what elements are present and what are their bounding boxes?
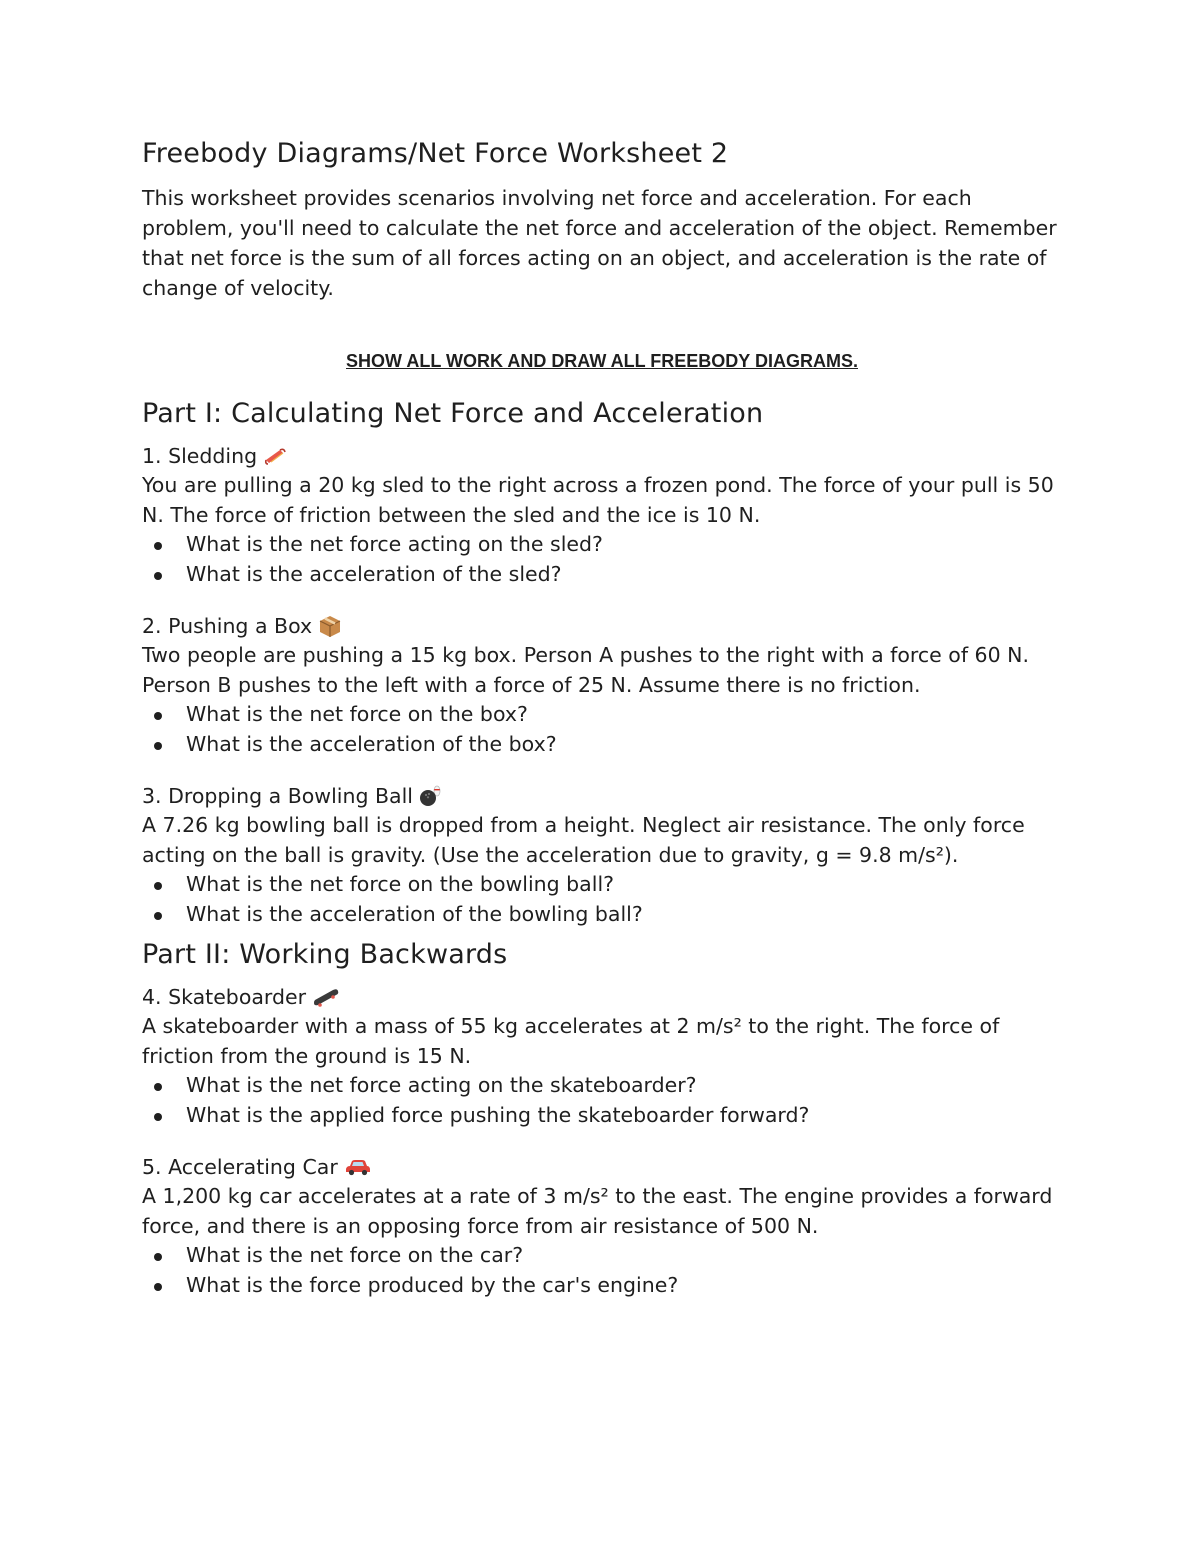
problem-title-text: 4. Skateboarder (142, 985, 307, 1009)
question-item: What is the acceleration of the bowling ball? (142, 900, 1062, 930)
problem-title-text: 5. Accelerating Car (142, 1155, 338, 1179)
question-list (142, 870, 1062, 929)
instruction-banner: SHOW ALL WORK AND DRAW ALL FREEBODY DIAGRAMS. (346, 351, 858, 371)
question-item: What is the applied force pushing the skateboarder forward? (142, 1101, 1062, 1131)
problem-title (142, 441, 1062, 471)
question-item: What is the net force acting on the sled? (142, 530, 1062, 560)
worksheet-page (142, 138, 1062, 1322)
question-list (142, 530, 1062, 589)
question-item: What is the acceleration of the sled? (142, 560, 1062, 590)
problem-description: Two people are pushing a 15 kg box. Person A pushes to the right with a force of 60 N. Person B pushes to the left with a force of 25 N. Assume there is no friction. (142, 643, 1030, 697)
problem-2 (142, 611, 1062, 759)
problem-title-text: 1. Sledding (142, 444, 258, 468)
problem-4 (142, 982, 1062, 1130)
problem-title (142, 982, 1062, 1012)
skateboard-icon (312, 987, 340, 1007)
problem-title (142, 781, 1062, 811)
question-item: What is the net force acting on the skateboarder? (142, 1071, 1062, 1101)
sled-icon (263, 445, 287, 467)
problem-1 (142, 441, 1062, 589)
problem-title-text: 3. Dropping a Bowling Ball (142, 784, 414, 808)
question-item: What is the acceleration of the box? (142, 730, 1062, 760)
problem-description: You are pulling a 20 kg sled to the right across a frozen pond. The force of your pull is 50 N. The force of friction between the sled and the ice is 10 N. (142, 473, 1054, 527)
problem-5 (142, 1152, 1062, 1300)
problem-description: A 1,200 kg car accelerates at a rate of 3 m/s² to the east. The engine provides a forward force, and there is an opposing force from air resistance of 500 N. (142, 1184, 1053, 1238)
problem-title (142, 611, 1062, 641)
problem-3 (142, 781, 1062, 929)
part-1-heading: Part I: Calculating Net Force and Acceleration (142, 398, 764, 429)
part-2-heading: Part II: Working Backwards (142, 939, 508, 970)
bowling-icon (419, 784, 445, 808)
package-icon (318, 614, 342, 638)
question-list (142, 1071, 1062, 1130)
question-item: What is the net force on the box? (142, 700, 1062, 730)
question-list (142, 1241, 1062, 1300)
question-item: What is the net force on the bowling ball? (142, 870, 1062, 900)
problem-title-text: 2. Pushing a Box (142, 614, 313, 638)
question-item: What is the net force on the car? (142, 1241, 1062, 1271)
problem-description: A skateboarder with a mass of 55 kg accelerates at 2 m/s² to the right. The force of friction from the ground is 15 N. (142, 1014, 1000, 1068)
intro-paragraph: This worksheet provides scenarios involving net force and acceleration. For each problem, you'll need to calculate the net force and acceleration of the object. Remember that net force is the sum of all forces acting on an object, and acceleration is the rate of change of velocity. (142, 186, 1057, 300)
problem-description: A 7.26 kg bowling ball is dropped from a height. Neglect air resistance. The only force acting on the ball is gravity. (Use the acceleration due to gravity, g = 9.8 m/s²). (142, 813, 1025, 867)
question-item: What is the force produced by the car's engine? (142, 1271, 1062, 1301)
question-list (142, 700, 1062, 759)
car-icon (344, 1157, 372, 1177)
problem-title (142, 1152, 1062, 1182)
page-title: Freebody Diagrams/Net Force Worksheet 2 (142, 138, 729, 169)
